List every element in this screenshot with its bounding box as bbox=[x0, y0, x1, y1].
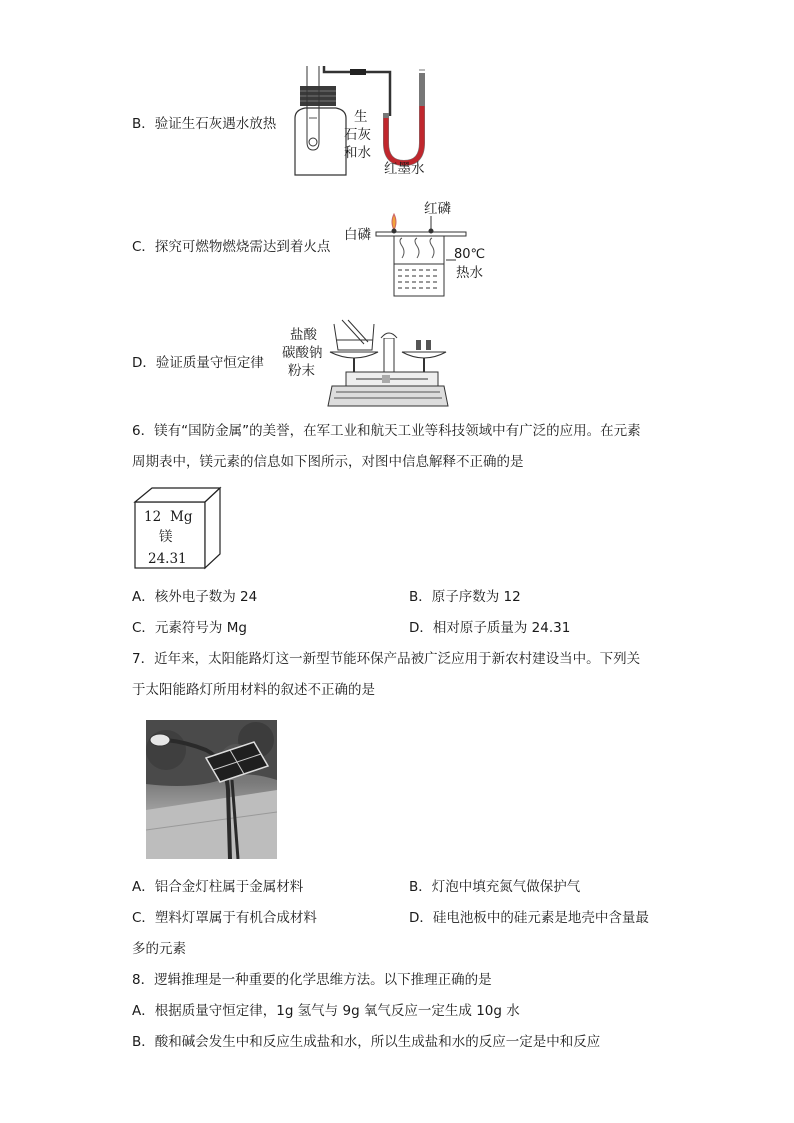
q8-option-a[interactable]: A．根据质量守恒定律，1g 氢气与 9g 氧气反应一定生成 10g 水 bbox=[132, 1003, 520, 1019]
element-atomic-mass: 24.31 bbox=[148, 551, 187, 567]
magnesium-element-card bbox=[132, 486, 224, 572]
q6-stem-line-2: 周期表中，镁元素的信息如下图所示，对图中信息解释不正确的是 bbox=[132, 454, 524, 470]
q7-option-c[interactable]: C．塑料灯罩属于有机合成材料 bbox=[132, 910, 317, 926]
q8-option-b[interactable]: B．酸和碱会发生中和反应生成盐和水，所以生成盐和水的反应一定是中和反应 bbox=[132, 1034, 601, 1050]
label-lime-1: 生 bbox=[354, 109, 368, 125]
label-lime-3: 和水 bbox=[344, 145, 371, 161]
q7-stem-line-1: 7．近年来，太阳能路灯这一新型节能环保产品被广泛应用于新农村建设当中。下列关 bbox=[132, 651, 641, 667]
option-b-text: B．验证生石灰遇水放热 bbox=[132, 116, 277, 132]
label-lime-2: 石灰 bbox=[344, 127, 371, 143]
q8-stem: 8．逻辑推理是一种重要的化学思维方法。以下推理正确的是 bbox=[132, 972, 492, 988]
element-name: 镁 bbox=[159, 529, 173, 545]
label-temperature: 80℃ bbox=[454, 247, 486, 262]
label-sodium-carbonate: 碳酸钠 bbox=[282, 345, 323, 361]
q7-option-a[interactable]: A．铝合金灯柱属于金属材料 bbox=[132, 879, 304, 895]
q7-option-d[interactable]: D．硅电池板中的硅元素是地壳中含量最 bbox=[409, 910, 649, 926]
label-hot-water: 热水 bbox=[456, 265, 483, 281]
q6-option-b[interactable]: B．原子序数为 12 bbox=[409, 589, 521, 605]
label-red-phosphorus: 红磷 bbox=[424, 201, 451, 217]
q7-option-d-continued: 多的元素 bbox=[132, 941, 186, 957]
q6-option-c[interactable]: C．元素符号为 Mg bbox=[132, 620, 247, 636]
q6-stem-line-1: 6．镁有“国防金属”的美誉，在军工业和航天工业等科技领域中有广泛的应用。在元素 bbox=[132, 423, 641, 439]
label-white-phosphorus: 白磷 bbox=[344, 227, 371, 243]
option-d-text: D．验证质量守恒定律 bbox=[132, 355, 264, 371]
option-c-text: C．探究可燃物燃烧需达到着火点 bbox=[132, 239, 331, 255]
label-powder: 粉末 bbox=[288, 363, 315, 379]
label-hydrochloric-acid: 盐酸 bbox=[290, 327, 317, 343]
balance-scale-diagram bbox=[326, 318, 450, 410]
q7-option-b[interactable]: B．灯泡中填充氮气做保护气 bbox=[409, 879, 581, 895]
q7-stem-line-2: 于太阳能路灯所用材料的叙述不正确的是 bbox=[132, 682, 375, 698]
label-red-ink: 红墨水 bbox=[384, 161, 425, 177]
q6-option-d[interactable]: D．相对原子质量为 24.31 bbox=[409, 620, 571, 636]
solar-street-light-photo bbox=[146, 720, 277, 859]
element-atomic-number: 12 bbox=[144, 509, 162, 525]
element-symbol: Mg bbox=[170, 509, 193, 525]
q6-option-a[interactable]: A．核外电子数为 24 bbox=[132, 589, 258, 605]
